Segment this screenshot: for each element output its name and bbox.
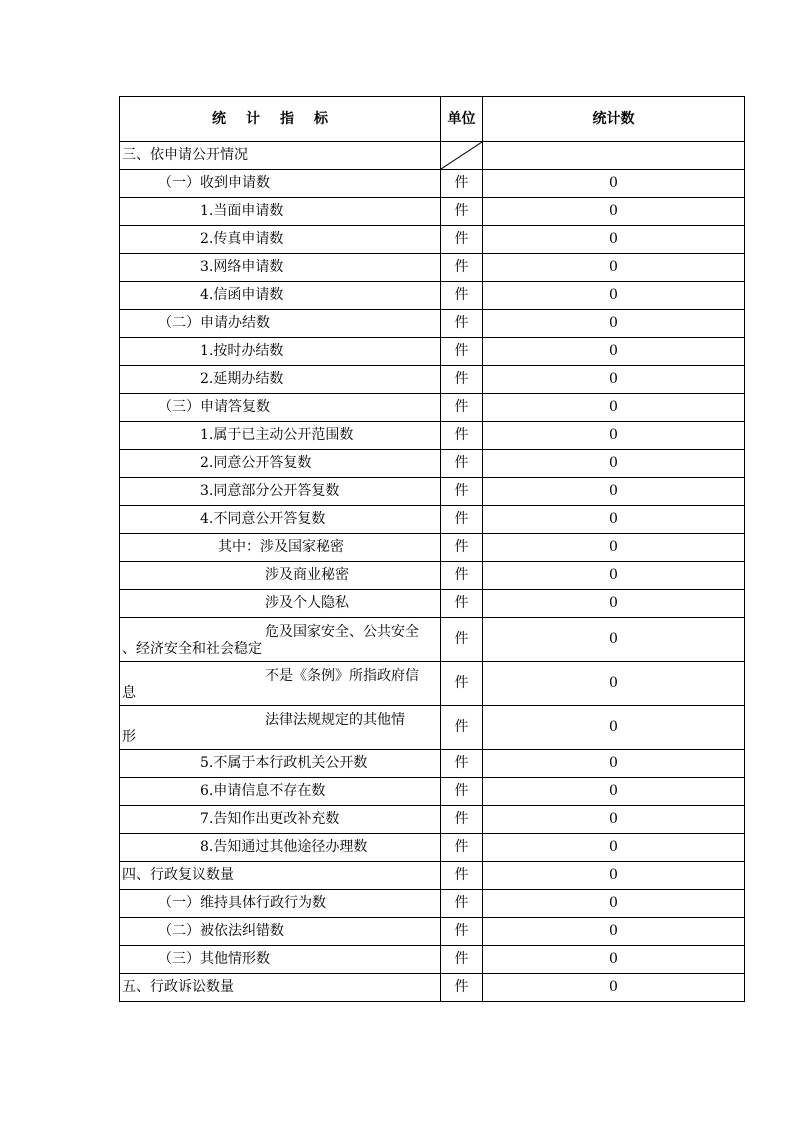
row-unit: 件 [441,750,483,778]
row-value: 0 [483,662,745,706]
row-indicator: 7.告知作出更改补充数 [120,806,441,834]
row-unit: 件 [441,310,483,338]
row-unit: 件 [441,806,483,834]
table-row [120,422,745,450]
table-row [120,862,745,890]
row-unit: 件 [441,706,483,750]
row-unit: 件 [441,366,483,394]
table-row [120,806,745,834]
row-unit: 件 [441,282,483,310]
row-value: 0 [483,706,745,750]
row-indicator: 法律法规规定的其他情 形 [120,706,441,750]
row-indicator: 8.告知通过其他途径办理数 [120,834,441,862]
row-value: 0 [483,946,745,974]
row-value: 0 [483,890,745,918]
row-unit: 件 [441,226,483,254]
table-body [120,142,745,1002]
row-value: 0 [483,450,745,478]
row-value: 0 [483,590,745,618]
row-value: 0 [483,478,745,506]
row-indicator: 3.同意部分公开答复数 [120,478,441,506]
header-row [120,97,745,142]
row-unit: 件 [441,946,483,974]
row-indicator: 2.同意公开答复数 [120,450,441,478]
statistics-table [119,96,745,1002]
row-value: 0 [483,806,745,834]
row-value: 0 [483,862,745,890]
row-indicator: 涉及商业秘密 [120,562,441,590]
row-unit: 件 [441,662,483,706]
row-value: 0 [483,918,745,946]
table-row [120,946,745,974]
row-indicator: 五、行政诉讼数量 [120,974,441,1002]
row-unit [441,142,483,170]
row-value: 0 [483,338,745,366]
diagonal-line [441,142,482,169]
row-value: 0 [483,170,745,198]
table-row [120,282,745,310]
row-unit: 件 [441,338,483,366]
header-count: 统计数 [483,97,745,142]
table-row [120,198,745,226]
row-indicator: （三）申请答复数 [120,394,441,422]
table-row [120,750,745,778]
table-row [120,706,745,750]
row-value: 0 [483,562,745,590]
row-indicator: 四、行政复议数量 [120,862,441,890]
row-indicator: （二）被依法纠错数 [120,918,441,946]
row-indicator: （二）申请办结数 [120,310,441,338]
table-row [120,506,745,534]
table-row [120,394,745,422]
row-value: 0 [483,422,745,450]
table-row [120,142,745,170]
table-row [120,778,745,806]
row-indicator: （一）维持具体行政行为数 [120,890,441,918]
table-row [120,918,745,946]
row-indicator: 三、依申请公开情况 [120,142,441,170]
row-unit: 件 [441,478,483,506]
row-value: 0 [483,282,745,310]
row-value: 0 [483,618,745,662]
row-indicator: 3.网络申请数 [120,254,441,282]
row-indicator: 涉及个人隐私 [120,590,441,618]
row-indicator: （三）其他情形数 [120,946,441,974]
row-value: 0 [483,198,745,226]
row-unit: 件 [441,198,483,226]
row-unit: 件 [441,590,483,618]
row-unit: 件 [441,170,483,198]
table-row [120,478,745,506]
row-unit: 件 [441,974,483,1002]
row-unit: 件 [441,254,483,282]
row-value: 0 [483,534,745,562]
row-unit: 件 [441,562,483,590]
table-row [120,662,745,706]
row-indicator: 1.按时办结数 [120,338,441,366]
row-value: 0 [483,834,745,862]
table-row [120,590,745,618]
row-value: 0 [483,750,745,778]
row-indicator: 5.不属于本行政机关公开数 [120,750,441,778]
table-row [120,618,745,662]
table-row [120,226,745,254]
row-unit: 件 [441,918,483,946]
table-row [120,562,745,590]
table-row [120,974,745,1002]
row-unit: 件 [441,890,483,918]
header-indicator: 统计指标 [120,97,441,142]
row-value: 0 [483,226,745,254]
row-indicator: 不是《条例》所指政府信 息 [120,662,441,706]
table-row [120,534,745,562]
row-value: 0 [483,310,745,338]
row-indicator: 1.当面申请数 [120,198,441,226]
row-value: 0 [483,254,745,282]
row-unit: 件 [441,422,483,450]
table-row [120,890,745,918]
table-row [120,338,745,366]
row-unit: 件 [441,450,483,478]
row-indicator: 其中：涉及国家秘密 [120,534,441,562]
row-indicator: 6.申请信息不存在数 [120,778,441,806]
row-value: 0 [483,366,745,394]
row-value: 0 [483,974,745,1002]
row-indicator: 危及国家安全、公共安全 、经济安全和社会稳定 [120,618,441,662]
row-indicator: 1.属于已主动公开范围数 [120,422,441,450]
row-unit: 件 [441,394,483,422]
table-row [120,366,745,394]
row-unit: 件 [441,862,483,890]
row-value: 0 [483,506,745,534]
row-unit: 件 [441,834,483,862]
table-row [120,310,745,338]
row-indicator: 2.传真申请数 [120,226,441,254]
row-unit: 件 [441,778,483,806]
row-indicator: （一）收到申请数 [120,170,441,198]
row-indicator: 4.信函申请数 [120,282,441,310]
row-unit: 件 [441,506,483,534]
row-unit: 件 [441,618,483,662]
table-row [120,170,745,198]
row-indicator: 2.延期办结数 [120,366,441,394]
row-value: 0 [483,394,745,422]
row-unit: 件 [441,534,483,562]
table-row [120,254,745,282]
header-unit: 单位 [441,97,483,142]
row-value [483,142,745,170]
table-row [120,450,745,478]
row-value: 0 [483,778,745,806]
row-indicator: 4.不同意公开答复数 [120,506,441,534]
table-row [120,834,745,862]
